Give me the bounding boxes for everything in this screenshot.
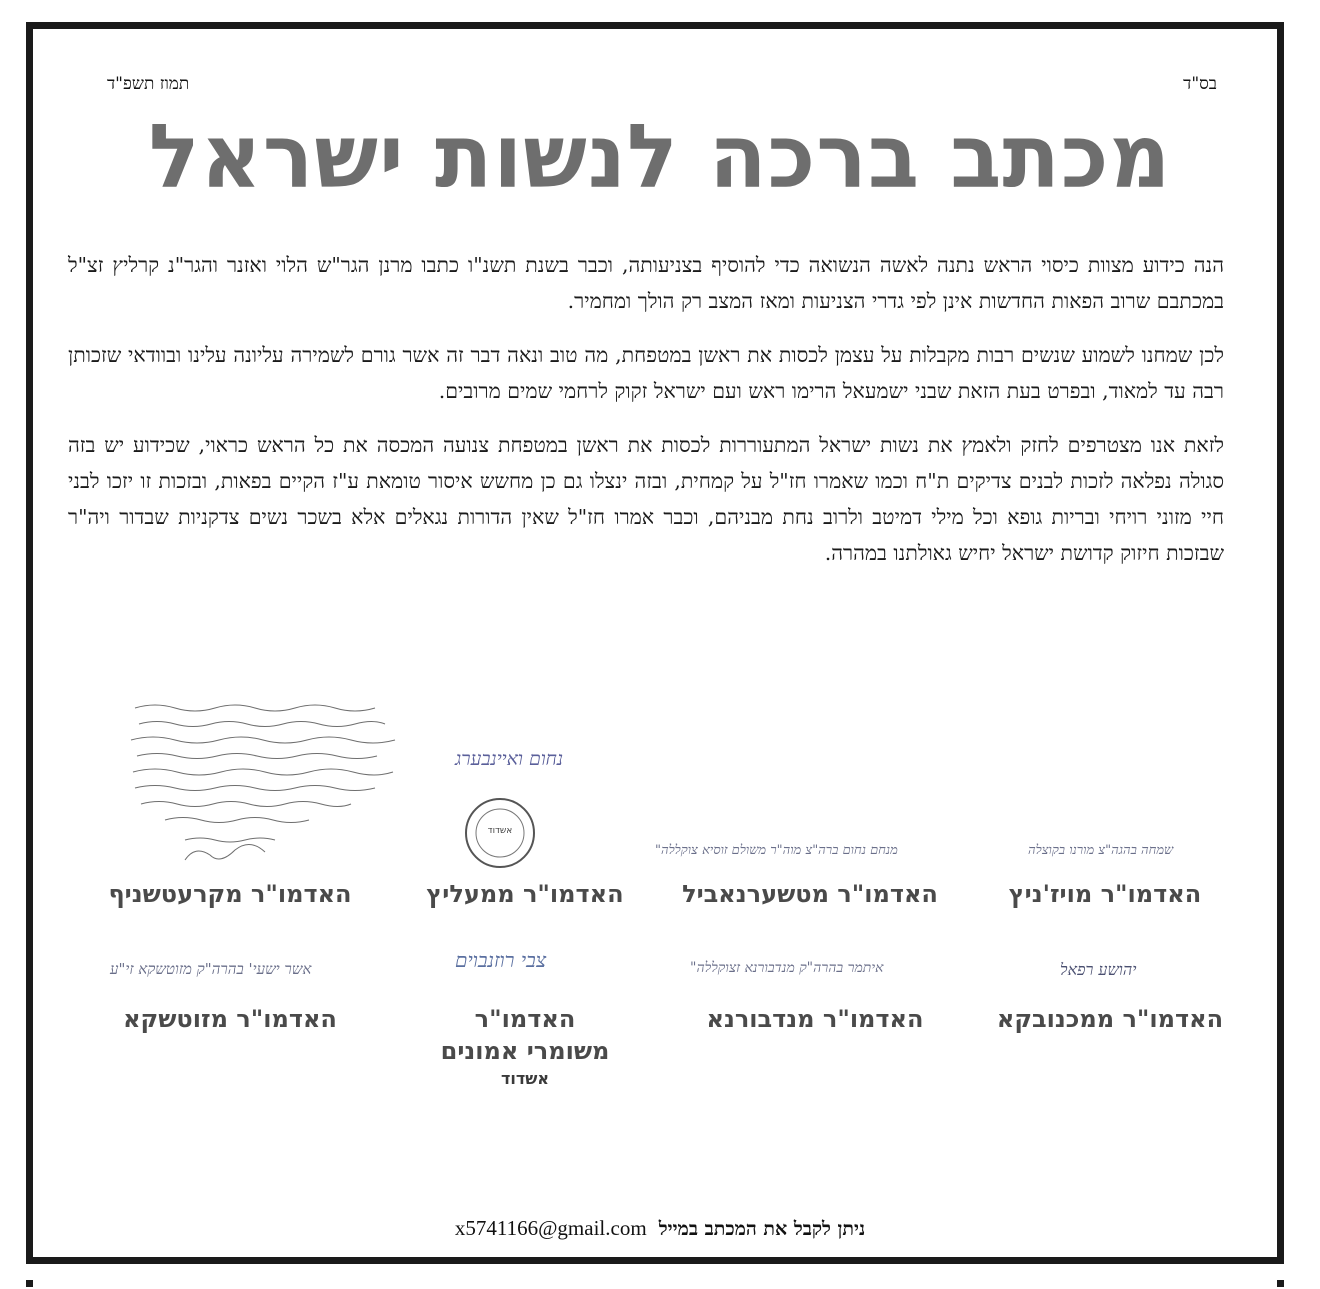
paragraph: לזאת אנו מצטרפים לחזק ולאמץ את נשות ישראל המתעוררות לכסות את ראשן במטפחת צנועה המכסה את כל הראש כראוי, שכידוע יש בזה סגולה נפלאה לזכות לבנים צדיקים ת"ח וכמו שאמרו חז"ל על קמחית, ובזה ינצלו גם כן מחשש איסור טומאת ע"ז הקיים בפאות, ובזכות זו יזכו לבני חיי מזוני רויחי ובריות גופא וכל מילי דמיטב ולרוב נחת מבניהם, וכבר אמרו חז"ל שאין הדורות נגאלים אלא בשכר נשים צדקניות שבדור ויה"ר שבזכות חיזוק קדושת ישראל יחיש גאולתנו במהרה. bbox=[68, 433, 1224, 565]
corner-mark bbox=[1277, 1280, 1284, 1287]
footer-label: ניתן לקבל את המכתב במייל bbox=[658, 1218, 866, 1240]
handwritten-letter-signature bbox=[125, 700, 425, 880]
signatory-shomrei-emunim bbox=[410, 1003, 640, 1091]
stamp-text: אשדוד bbox=[487, 826, 513, 836]
signature-meilitz: נחום ואיינבערג bbox=[455, 748, 564, 770]
signature-nadvorna: איתמר בהרה"ק מנדבורנא זצוקללה" bbox=[690, 960, 884, 976]
signatory-name: האדמו"ר מטשערנאביל bbox=[682, 880, 938, 908]
bsd-header: בס"ד bbox=[1183, 74, 1217, 94]
letter-body bbox=[68, 247, 1224, 589]
signatory-machnovka bbox=[995, 1003, 1225, 1035]
page-border bbox=[26, 22, 1284, 1264]
date-header: תמוז תשפ"ד bbox=[107, 74, 190, 94]
signatory-name: האדמו"ר bbox=[474, 1005, 576, 1033]
paragraph: הנה כידוע מצוות כיסוי הראש נתנה לאשה הנשואה כדי להוסיף בצניעותה, וכבר בשנת תשנ"ו כתבו מרנן הגר"ש הלוי ואזנר והגר"נ קרליץ זצ"ל במכתבם שרוב הפאות החדשות אינן לפי גדרי הצניעות ומאז המצב רק הולך ומחמיר. bbox=[68, 253, 1224, 313]
signatory-vizhnitz bbox=[1000, 878, 1210, 910]
signatory-tchernobil bbox=[680, 878, 940, 910]
signature-machnovka: יהושע רפאל bbox=[1060, 960, 1137, 979]
signatory-meilitz bbox=[410, 878, 640, 910]
signatory-name: האדמו"ר מנדבורנא bbox=[706, 1005, 924, 1033]
signatory-name: האדמו"ר ממעליץ bbox=[426, 880, 624, 908]
signatory-name: האדמו"ר מויז'ניץ bbox=[1008, 880, 1202, 908]
signatory-name-line2: משומרי אמונים bbox=[440, 1037, 610, 1065]
footer bbox=[0, 1216, 1320, 1241]
signatory-kretchnif bbox=[105, 878, 355, 910]
signatory-name: האדמו"ר ממכנובקא bbox=[996, 1005, 1224, 1033]
signature-vizhnitz: שמחה בהגה"צ מורנו בקוצלה bbox=[1028, 843, 1174, 858]
signature-zutshka: אשר ישעי' בהרה"ק מזוטשקא זי"ע bbox=[110, 960, 312, 978]
paragraph: לכן שמחנו לשמוע שנשים רבות מקבלות על עצמן לכסות את ראשן במטפחת, מה טוב ונאה דבר זה אשר גורם לשמירה עליונה עלינו ובוודאי שזכותן רבה עד למאוד, ובפרט בעת הזאת שבני ישמעאל הרימו ראש ועם ישראל זקוק לרחמי שמים מרובים. bbox=[68, 343, 1224, 403]
signatory-location: אשדוד bbox=[500, 1069, 550, 1088]
signature-shomrei-emunim: צבי רוזנבוים bbox=[455, 948, 547, 972]
page-title: מכתב ברכה לנשות ישראל bbox=[148, 104, 1172, 208]
corner-mark bbox=[26, 1280, 33, 1287]
signatory-name: האדמו"ר מקרעטשניף bbox=[108, 880, 352, 908]
signature-tchernobil: מנחם נחום ברה"צ מוה"ר משולם זוסיא צוקללה" bbox=[655, 843, 898, 858]
signatory-name: האדמו"ר מזוטשקא bbox=[123, 1005, 337, 1033]
footer-email[interactable]: x5741166@gmail.com bbox=[454, 1216, 647, 1240]
signatory-zutshka bbox=[110, 1003, 350, 1035]
signatory-nadvorna bbox=[695, 1003, 935, 1035]
